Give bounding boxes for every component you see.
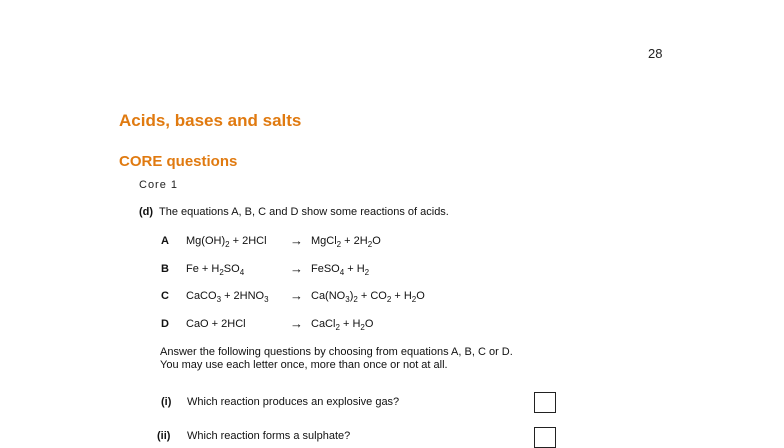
subquestion-ii	[157, 430, 350, 442]
instruction-line-1: Answer the following questions by choosing from equations A, B, C or D.	[160, 346, 513, 358]
equation-a-lhs: $Mg(OH)_2 + 2HCl$	[186, 235, 267, 249]
equation-c-letter: C	[161, 290, 169, 302]
equation-c-rhs: $Ca(NO_3)_2 + CO_2 + H_2O$	[311, 290, 425, 304]
question-part-label: (d)	[139, 206, 154, 218]
page-number: 28	[648, 46, 663, 61]
equation-b-arrow: →	[290, 261, 303, 276]
subquestion-i	[161, 396, 399, 408]
section-title: CORE questions	[119, 153, 238, 170]
subquestion-ii-text: Which reaction forms a sulphate?	[187, 430, 351, 442]
equation-b-letter: B	[161, 263, 169, 275]
answer-box-ii[interactable]	[534, 427, 556, 448]
equation-a-letter: A	[161, 235, 169, 247]
instruction-line-2: You may use each letter once, more than once or not at all.	[160, 359, 448, 371]
chapter-title: Acids, bases and salts	[119, 111, 302, 130]
equation-d-arrow: →	[290, 316, 303, 331]
equation-d-rhs: CaCl$_2$ + $H_2O$	[311, 318, 374, 332]
subquestion-i-label: (i)	[161, 396, 172, 408]
subquestion-ii-label: (ii)	[157, 430, 171, 442]
equation-a-arrow: →	[290, 233, 303, 248]
answer-box-i[interactable]	[534, 392, 556, 413]
question-stem-text: The equations A, B, C and D show some reactions of acids.	[159, 206, 449, 218]
equation-b-rhs: FeSO$_4$ + $H_2$	[311, 263, 370, 277]
subsection-label: Core 1	[139, 179, 179, 191]
equation-a-rhs: MgCl$_2$ + $2H_2O$	[311, 235, 381, 249]
equation-d-lhs: CaO + 2HCl	[186, 318, 246, 330]
equation-c-lhs: CaCO$_3$ + $2HNO_3$	[186, 290, 269, 304]
equation-d-letter: D	[161, 318, 169, 330]
equation-b-lhs: $Fe + H_2SO_4$	[186, 263, 245, 277]
equation-c-arrow: →	[290, 288, 303, 303]
question-stem	[139, 206, 449, 218]
subquestion-i-text: Which reaction produces an explosive gas?	[187, 396, 400, 408]
